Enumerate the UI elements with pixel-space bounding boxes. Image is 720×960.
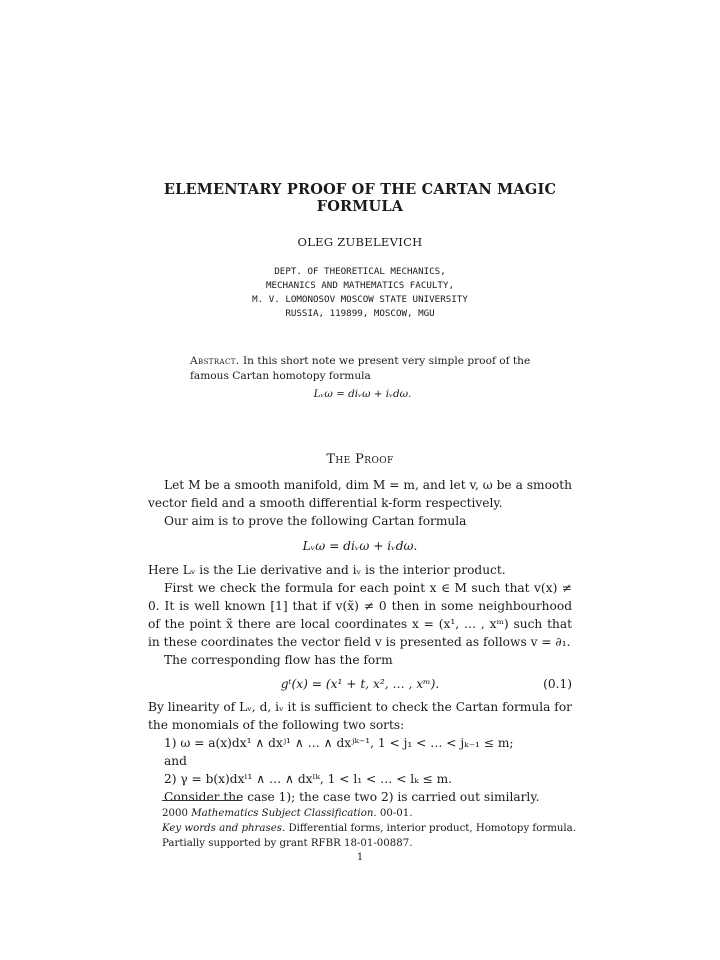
display-equation: Lᵥω = diᵥω + iᵥdω. — [302, 539, 418, 553]
abstract-text: In this short note we present very simple proof of the famous Cartan homotopy formula — [190, 355, 531, 382]
paragraph: The corresponding flow has the form — [164, 653, 393, 667]
abstract — [190, 354, 535, 402]
msc-label: Mathematics Subject Classification. — [191, 808, 377, 819]
and-word: and — [164, 754, 187, 768]
case-2: 2) γ = b(x)dxˡ¹ ∧ … ∧ dxˡᵏ, 1 < l₁ < … < lₖ ≤ m. — [164, 772, 453, 786]
msc-footnote — [162, 806, 582, 821]
numbered-equation — [148, 675, 572, 693]
paragraph: Consider the case 1); the case two 2) is carried out similarly. — [164, 790, 540, 804]
affiliation-line: RUSSIA, 119899, MOSCOW, MGU — [285, 308, 435, 319]
footnote-rule — [162, 800, 242, 801]
footnotes — [162, 806, 582, 851]
section-heading: The Proof — [326, 452, 394, 467]
affiliation-line: MECHANICS AND MATHEMATICS FACULTY, — [265, 280, 455, 291]
affiliation-line: DEPT. OF THEORETICAL MECHANICS, — [274, 266, 446, 277]
affiliation-block — [140, 265, 580, 321]
keywords-footnote — [162, 821, 582, 836]
author-name: OLEG ZUBELEVICH — [297, 235, 423, 249]
keywords-label: Key words and phrases. — [162, 823, 286, 834]
affiliation-line: M. V. LOMONOSOV MOSCOW STATE UNIVERSITY — [252, 294, 468, 305]
page-number: 1 — [356, 852, 364, 863]
body-text — [148, 476, 572, 806]
keywords-text: Differential forms, interior product, Homotopy formula. — [288, 823, 576, 834]
msc-year: 2000 — [162, 808, 188, 819]
grant-footnote: Partially supported by grant RFBR 18-01-00887. — [162, 838, 413, 849]
title-line-2: FORMULA — [316, 198, 404, 215]
paragraph: Here Lᵥ is the Lie derivative and iᵥ is the interior product. — [148, 563, 506, 577]
title-line-1: ELEMENTARY PROOF OF THE CARTAN MAGIC — [163, 181, 557, 198]
paragraph: First we check the formula for each point x ∈ M such that v(x) ≠ 0. It is well known [1] that if v(x̃) ≠ 0 then in some neighbourhood of the point x̃ there are local coordinates x = (x¹, … , xᵐ) such that in these coordinates the vector field v is presented as follows v = ∂₁. — [148, 581, 572, 649]
equation-body: gᵗ(x) = (x¹ + t, x², … , xᵐ). — [280, 677, 440, 691]
paragraph: By linearity of Lᵥ, d, iᵥ it is sufficient to check the Cartan formula for the monomials of the following two sorts: — [148, 700, 572, 732]
paragraph: Let M be a smooth manifold, dim M = m, and let v, ω be a smooth vector field and a smooth differential k-form respectively. — [148, 478, 572, 510]
case-1: 1) ω = a(x)dx¹ ∧ dxʲ¹ ∧ … ∧ dxʲᵏ⁻¹, 1 < j₁ < … < jₖ₋₁ ≤ m; — [164, 736, 514, 750]
abstract-label: Abstract. — [190, 355, 240, 367]
paragraph: Our aim is to prove the following Cartan formula — [164, 514, 467, 528]
abstract-formula: Lᵥω = diᵥω + iᵥdω. — [313, 388, 412, 400]
msc-code: 00-01. — [379, 808, 413, 819]
equation-number: (0.1) — [543, 677, 572, 691]
paper-title — [140, 181, 580, 215]
